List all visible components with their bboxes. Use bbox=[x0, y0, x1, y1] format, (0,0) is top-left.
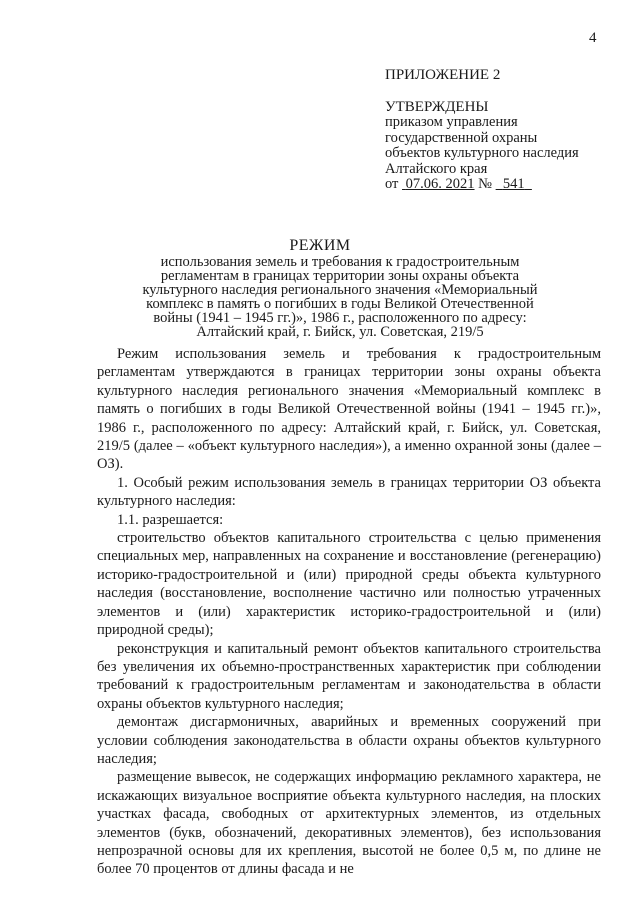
subtitle-line: войны (1941 – 1945 гг.)», 1986 г., расположенного по адресу: bbox=[153, 310, 527, 326]
number-sign: № bbox=[478, 176, 492, 192]
document-title: РЕЖИМ bbox=[289, 237, 351, 254]
subsection-heading: 1.1. разрешается: bbox=[117, 511, 224, 528]
approved-label: УТВЕРЖДЕНЫ bbox=[385, 98, 489, 115]
subtitle-line: Алтайский край, г. Бийск, ул. Советская, 219/5 bbox=[196, 324, 484, 340]
approval-line: объектов культурного наследия bbox=[385, 145, 579, 161]
intro-paragraph: Режим использования земель и требования к градостроительным регламентам утверждаются в границах территории зоны охраны объекта культурного наследия регионального значения «Мемориальный комплекс в память о погибших в годы Великой Отечественной войны (1941 – 1945 гг.)», 1986 г., расположенного по адресу: Алтайский край, г. Бийск, ул. Советская, 219/5 (далее – «объект культурного наследия»), а именно охранной зоны (далее – ОЗ). bbox=[97, 346, 601, 473]
subtitle-line: использования земель и требования к градостроительным bbox=[160, 254, 520, 270]
approval-line: Алтайского края bbox=[385, 160, 488, 177]
appendix-label: ПРИЛОЖЕНИЕ 2 bbox=[385, 67, 501, 83]
approval-number: 541 bbox=[502, 176, 525, 192]
subtitle-line: регламентам в границах территории зоны охраны объекта bbox=[160, 268, 520, 284]
approval-date-line bbox=[385, 177, 625, 193]
approval-date: 07.06. 2021 bbox=[405, 176, 475, 192]
allowed-item: размещение вывесок, не содержащих информацию рекламного характера, не искажающих визуальное восприятие объекта культурного наследия, на плоских участках фасада, свободных от архитектурных элементов, из отдельных элементов (букв, обозначений, декоративных элементов), без использования непрозрачной основы для их крепления, высотой не более 0,5 м, по длине не более 70 процентов от длины фасада и не bbox=[97, 769, 601, 878]
date-prefix: от bbox=[385, 176, 399, 192]
approval-block bbox=[385, 68, 625, 193]
allowed-item: реконструкция и капитальный ремонт объектов капитального строительства без увеличения их объемно-пространственных характеристик при соблюдении требований к градостроительным регламентам и законодательства в области охраны объектов культурного наследия; bbox=[97, 640, 601, 712]
document-body bbox=[97, 345, 601, 879]
approval-line: государственной охраны bbox=[385, 129, 538, 146]
page-number: 4 bbox=[589, 30, 597, 46]
section-heading: 1. Особый режим использования земель в границах территории ОЗ объекта культурного наследия: bbox=[97, 474, 601, 510]
subtitle-line: культурного наследия регионального значения «Мемориальный bbox=[142, 282, 538, 298]
approval-line: приказом управления bbox=[385, 114, 518, 130]
document-subtitle bbox=[120, 255, 560, 339]
subtitle-line: комплекс в память о погибших в годы Великой Отечественной bbox=[146, 296, 534, 312]
allowed-item: демонтаж дисгармоничных, аварийных и временных сооружений при условии соблюдения законодательства в области охраны объектов культурного наследия; bbox=[97, 714, 601, 767]
allowed-item: строительство объектов капитального строительства с целью применения специальных мер, направленных на сохранение и восстановление (регенерацию) историко-градостроительной и (или) природной среды объекта культурного наследия (восстановление, восполнение частично или полностью утраченных элементов и (или) характеристик историко-градостроительной и (или) природной среды); bbox=[97, 530, 601, 639]
